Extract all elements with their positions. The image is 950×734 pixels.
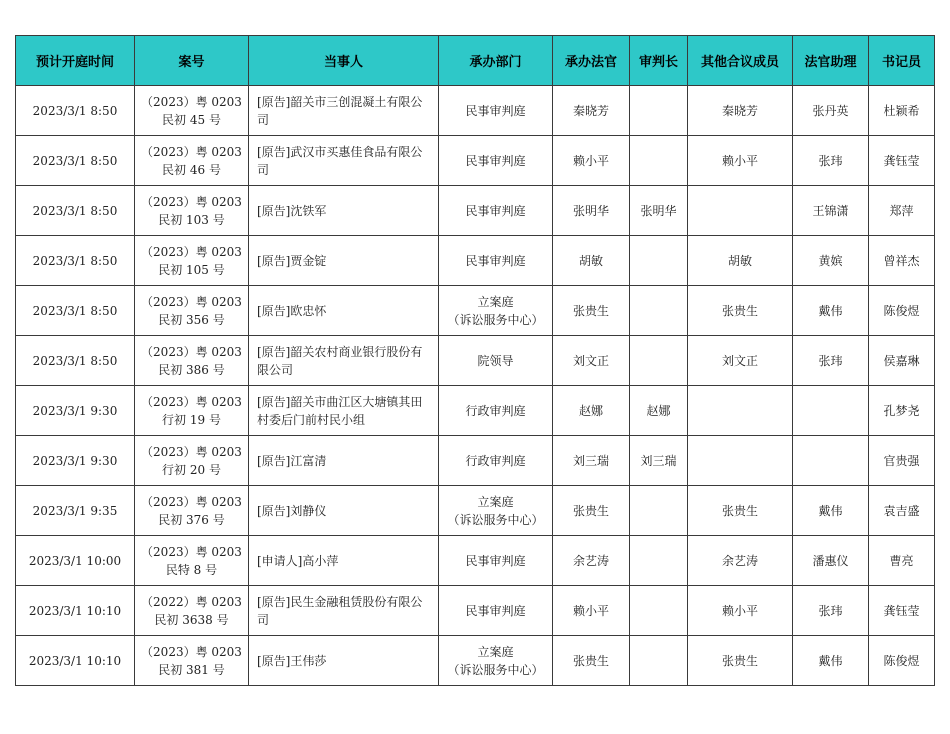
- header-judge-assistant: 法官助理: [793, 36, 869, 86]
- panel-members-cell: 秦晓芳: [688, 86, 793, 136]
- party-cell: [原告]王伟莎: [249, 636, 439, 686]
- hearing-schedule-table: [15, 35, 935, 686]
- judge-assistant-cell: 潘惠仪: [793, 536, 869, 586]
- presiding-judge-cell: 刘三瑞: [630, 436, 688, 486]
- hearing-time-cell: 2023/3/1 8:50: [16, 186, 135, 236]
- header-presiding-judge: 审判长: [630, 36, 688, 86]
- table-row: [16, 636, 935, 686]
- department-cell: 民事审判庭: [439, 236, 553, 286]
- party-cell: [原告]武汉市买惠佳食品有限公司: [249, 136, 439, 186]
- table-row: [16, 236, 935, 286]
- department-cell: 院领导: [439, 336, 553, 386]
- header-judge: 承办法官: [553, 36, 630, 86]
- judge-cell: 赖小平: [553, 586, 630, 636]
- header-case-number: 案号: [135, 36, 249, 86]
- table-row: [16, 386, 935, 436]
- judge-assistant-cell: 张玮: [793, 586, 869, 636]
- judge-cell: 胡敏: [553, 236, 630, 286]
- table-row: [16, 186, 935, 236]
- clerk-cell: 官贵强: [869, 436, 935, 486]
- department-cell: 行政审判庭: [439, 386, 553, 436]
- case-number-cell: （2023）粤 0203 民初 381 号: [135, 636, 249, 686]
- hearing-time-cell: 2023/3/1 9:35: [16, 486, 135, 536]
- clerk-cell: 袁吉盛: [869, 486, 935, 536]
- panel-members-cell: [688, 186, 793, 236]
- table-row: [16, 486, 935, 536]
- party-cell: [原告]刘静仪: [249, 486, 439, 536]
- case-number-cell: （2023）粤 0203 民特 8 号: [135, 536, 249, 586]
- judge-cell: 余艺涛: [553, 536, 630, 586]
- hearing-time-cell: 2023/3/1 9:30: [16, 386, 135, 436]
- judge-assistant-cell: 黄嫔: [793, 236, 869, 286]
- judge-assistant-cell: 戴伟: [793, 286, 869, 336]
- party-cell: [申请人]高小萍: [249, 536, 439, 586]
- panel-members-cell: 余艺涛: [688, 536, 793, 586]
- party-cell: [原告]江富清: [249, 436, 439, 486]
- case-number-cell: （2023）粤 0203 民初 376 号: [135, 486, 249, 536]
- judge-assistant-cell: 张玮: [793, 136, 869, 186]
- judge-cell: 刘三瑞: [553, 436, 630, 486]
- header-row: [16, 36, 935, 86]
- case-number-cell: （2023）粤 0203 民初 46 号: [135, 136, 249, 186]
- department-cell: 立案庭 （诉讼服务中心）: [439, 286, 553, 336]
- presiding-judge-cell: [630, 286, 688, 336]
- header-department: 承办部门: [439, 36, 553, 86]
- judge-assistant-cell: [793, 386, 869, 436]
- table-row: [16, 136, 935, 186]
- department-cell: 民事审判庭: [439, 186, 553, 236]
- hearing-time-cell: 2023/3/1 10:10: [16, 586, 135, 636]
- judge-assistant-cell: 戴伟: [793, 636, 869, 686]
- judge-cell: 赖小平: [553, 136, 630, 186]
- party-cell: [原告]沈铁军: [249, 186, 439, 236]
- case-number-cell: （2023）粤 0203 民初 356 号: [135, 286, 249, 336]
- header-clerk: 书记员: [869, 36, 935, 86]
- clerk-cell: 曾祥杰: [869, 236, 935, 286]
- case-number-cell: （2023）粤 0203 民初 386 号: [135, 336, 249, 386]
- party-cell: [原告]贾金锭: [249, 236, 439, 286]
- hearing-time-cell: 2023/3/1 8:50: [16, 286, 135, 336]
- department-cell: 民事审判庭: [439, 136, 553, 186]
- department-cell: 立案庭 （诉讼服务中心）: [439, 486, 553, 536]
- judge-assistant-cell: [793, 436, 869, 486]
- department-cell: 民事审判庭: [439, 536, 553, 586]
- table-row: [16, 336, 935, 386]
- panel-members-cell: 张贵生: [688, 286, 793, 336]
- case-number-cell: （2023）粤 0203 行初 20 号: [135, 436, 249, 486]
- clerk-cell: 杜颖希: [869, 86, 935, 136]
- department-cell: 民事审判庭: [439, 586, 553, 636]
- table-body: [16, 86, 935, 686]
- department-cell: 立案庭 （诉讼服务中心）: [439, 636, 553, 686]
- department-cell: 民事审判庭: [439, 86, 553, 136]
- party-cell: [原告]韶关市三创混凝土有限公司: [249, 86, 439, 136]
- presiding-judge-cell: [630, 336, 688, 386]
- department-cell: 行政审判庭: [439, 436, 553, 486]
- panel-members-cell: 赖小平: [688, 136, 793, 186]
- judge-assistant-cell: 王锦潇: [793, 186, 869, 236]
- panel-members-cell: [688, 436, 793, 486]
- case-number-cell: （2023）粤 0203 民初 103 号: [135, 186, 249, 236]
- panel-members-cell: 胡敏: [688, 236, 793, 286]
- judge-cell: 秦晓芳: [553, 86, 630, 136]
- presiding-judge-cell: [630, 86, 688, 136]
- presiding-judge-cell: [630, 586, 688, 636]
- table-row: [16, 536, 935, 586]
- judge-cell: 张贵生: [553, 486, 630, 536]
- judge-cell: 张明华: [553, 186, 630, 236]
- hearing-time-cell: 2023/3/1 8:50: [16, 136, 135, 186]
- party-cell: [原告]韶关市曲江区大塘镇其田村委后门前村民小组: [249, 386, 439, 436]
- presiding-judge-cell: [630, 236, 688, 286]
- party-cell: [原告]韶关农村商业银行股份有限公司: [249, 336, 439, 386]
- hearing-time-cell: 2023/3/1 10:00: [16, 536, 135, 586]
- clerk-cell: 孔梦尧: [869, 386, 935, 436]
- presiding-judge-cell: [630, 536, 688, 586]
- judge-assistant-cell: 戴伟: [793, 486, 869, 536]
- judge-cell: 刘文正: [553, 336, 630, 386]
- clerk-cell: 龚钰莹: [869, 136, 935, 186]
- clerk-cell: 侯嘉琳: [869, 336, 935, 386]
- hearing-time-cell: 2023/3/1 8:50: [16, 86, 135, 136]
- table-row: [16, 286, 935, 336]
- panel-members-cell: [688, 386, 793, 436]
- panel-members-cell: 赖小平: [688, 586, 793, 636]
- judge-assistant-cell: 张丹英: [793, 86, 869, 136]
- hearing-time-cell: 2023/3/1 10:10: [16, 636, 135, 686]
- presiding-judge-cell: [630, 136, 688, 186]
- panel-members-cell: 刘文正: [688, 336, 793, 386]
- hearing-time-cell: 2023/3/1 8:50: [16, 336, 135, 386]
- case-number-cell: （2023）粤 0203 民初 45 号: [135, 86, 249, 136]
- case-number-cell: （2023）粤 0203 行初 19 号: [135, 386, 249, 436]
- judge-cell: 赵娜: [553, 386, 630, 436]
- clerk-cell: 陈俊煜: [869, 636, 935, 686]
- case-number-cell: （2022）粤 0203 民初 3638 号: [135, 586, 249, 636]
- hearing-time-cell: 2023/3/1 9:30: [16, 436, 135, 486]
- panel-members-cell: 张贵生: [688, 636, 793, 686]
- presiding-judge-cell: 张明华: [630, 186, 688, 236]
- table-row: [16, 586, 935, 636]
- clerk-cell: 郑萍: [869, 186, 935, 236]
- panel-members-cell: 张贵生: [688, 486, 793, 536]
- judge-cell: 张贵生: [553, 286, 630, 336]
- clerk-cell: 龚钰莹: [869, 586, 935, 636]
- table-row: [16, 436, 935, 486]
- party-cell: [原告]民生金融租赁股份有限公司: [249, 586, 439, 636]
- hearing-time-cell: 2023/3/1 8:50: [16, 236, 135, 286]
- clerk-cell: 陈俊煜: [869, 286, 935, 336]
- clerk-cell: 曹亮: [869, 536, 935, 586]
- header-hearing-time: 预计开庭时间: [16, 36, 135, 86]
- party-cell: [原告]欧忠怀: [249, 286, 439, 336]
- judge-assistant-cell: 张玮: [793, 336, 869, 386]
- presiding-judge-cell: 赵娜: [630, 386, 688, 436]
- presiding-judge-cell: [630, 636, 688, 686]
- header-party: 当事人: [249, 36, 439, 86]
- header-panel-members: 其他合议成员: [688, 36, 793, 86]
- judge-cell: 张贵生: [553, 636, 630, 686]
- table-row: [16, 86, 935, 136]
- presiding-judge-cell: [630, 486, 688, 536]
- case-number-cell: （2023）粤 0203 民初 105 号: [135, 236, 249, 286]
